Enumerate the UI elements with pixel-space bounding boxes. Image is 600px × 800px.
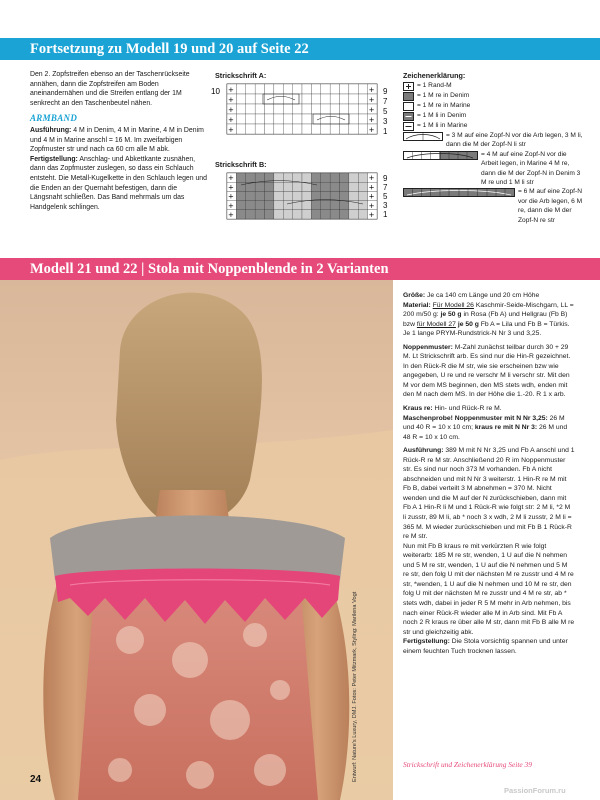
chart-cell — [321, 104, 330, 114]
chart-cell — [265, 114, 274, 124]
chart-cell — [283, 201, 292, 210]
chart-cell — [349, 94, 358, 104]
chart-cell — [274, 191, 283, 200]
key-item: = 1 M re in Marine — [403, 101, 583, 111]
cable-6-icon — [403, 132, 443, 141]
chart-cell — [246, 124, 255, 134]
key-item: = 4 M auf eine Zopf-N vor die Arbeit legen, in Marine 4 M re, dann die M der Zopf-N in Denim 3 M re und 1 M li str — [403, 150, 583, 188]
maschenprobe: Maschenprobe! Noppenmuster mit N Nr 3,25: 26 M und 40 R = 10 x 10 cm; kraus re mit N Nr 3: 26 M und 48 R = 10 x 10 cm. — [403, 414, 568, 441]
chart-cell — [255, 84, 264, 94]
armband-heading: ARMBAND — [30, 113, 78, 124]
model-photo — [0, 280, 393, 800]
chart-cell — [340, 94, 349, 104]
chart-cell — [358, 191, 367, 200]
chart-a-left-label: 10 — [211, 87, 220, 96]
chart-cell — [283, 84, 292, 94]
chart-cell — [283, 104, 292, 114]
chart-cell — [330, 201, 339, 210]
chart-cell — [236, 84, 245, 94]
chart-cell — [349, 210, 358, 219]
chart-cell — [255, 124, 264, 134]
chart-cell — [321, 191, 330, 200]
chart-a-title: Strickschrift A: — [215, 71, 267, 80]
chart-cell — [274, 114, 283, 124]
chart-cell — [246, 210, 255, 219]
chart-cell — [283, 191, 292, 200]
chart-cell — [302, 104, 311, 114]
chart-cell — [293, 94, 302, 104]
section-banner-top — [0, 38, 600, 60]
chart-cell — [321, 94, 330, 104]
page-number: 24 — [30, 774, 42, 785]
chart-cell — [340, 173, 349, 182]
chart-cell — [255, 201, 264, 210]
edge-stitch-mark: + — [368, 126, 375, 134]
key-item: = 6 M auf eine Zopf-N vor die Arb legen, 6 M re, dann die M der Zopf-N re str — [403, 187, 583, 225]
chart-b-row-label: 3 — [383, 201, 388, 210]
chart-cell — [274, 94, 283, 104]
chart-cell — [340, 124, 349, 134]
chart-cell — [349, 124, 358, 134]
chart-cell — [321, 201, 330, 210]
chart-cell — [311, 104, 320, 114]
key-item: = 1 M re in Denim — [403, 91, 583, 101]
chart-b-row-label: 5 — [383, 192, 388, 201]
chart-cell — [330, 191, 339, 200]
chart-cell — [311, 191, 320, 200]
chart-cell — [358, 182, 367, 191]
chart-cell — [349, 84, 358, 94]
chart-cell — [293, 104, 302, 114]
edge-stitch-mark: + — [228, 126, 234, 134]
chart-cell — [311, 173, 320, 182]
chart-cell — [265, 124, 274, 134]
chart-cell — [340, 84, 349, 94]
chart-cell — [311, 182, 320, 191]
edge-stitch-mark: + — [228, 183, 234, 192]
chart-cell — [349, 104, 358, 114]
chart-cell — [349, 191, 358, 200]
chart-cell — [246, 201, 255, 210]
continuation-text — [30, 70, 207, 212]
edge-stitch-mark: + — [368, 211, 375, 219]
chart-a — [215, 71, 266, 80]
section-banner — [0, 258, 600, 280]
chart-cell — [274, 84, 283, 94]
edge-stitch-mark: + — [368, 192, 375, 201]
chart-cell — [246, 84, 255, 94]
chart-cell — [283, 182, 292, 191]
chart-b-grid — [211, 171, 396, 227]
groesse-line: Größe: Je ca 140 cm Länge und 20 cm Höhe — [403, 292, 540, 299]
material-line: Material: Für Modell 26 Kaschmir-Seide-Mischgarn, LL = 200 m/50 g: je 50 g in Rosa (Fb A) und Hellgrau (Fb B) bzw für Modell 27 je 50 g Fb A = Lila und Fb B = Türkis. — [403, 301, 574, 328]
chart-cell — [236, 201, 245, 210]
chart-cell — [265, 210, 274, 219]
chart-cell — [255, 191, 264, 200]
chart-cell — [302, 84, 311, 94]
chart-cell — [330, 114, 339, 124]
chart-cell — [330, 210, 339, 219]
watermark: PassionForum.ru — [504, 786, 566, 795]
chart-cell — [358, 84, 367, 94]
chart-cell — [246, 173, 255, 182]
chart-cell — [255, 104, 264, 114]
footer-reference: Strickschrift und Zeichenerklärung Seite 39 — [403, 760, 532, 769]
chart-cell — [293, 191, 302, 200]
key-list — [403, 81, 583, 225]
chart-cell — [349, 173, 358, 182]
chart-a-grid — [211, 82, 396, 148]
key-item: = 1 Rand-M — [403, 81, 583, 91]
chart-cell — [283, 94, 292, 104]
chart-cell — [236, 182, 245, 191]
plus-box-icon — [403, 82, 414, 91]
chart-cell — [330, 182, 339, 191]
chart-b-row-label: 1 — [383, 210, 388, 219]
chart-cell — [330, 124, 339, 134]
chart-cell — [236, 210, 245, 219]
chart-cell — [246, 94, 255, 104]
chart-cell — [302, 94, 311, 104]
chart-cell — [302, 173, 311, 182]
dash-dark-icon — [403, 112, 414, 121]
chart-a-row-label: 1 — [383, 127, 388, 136]
chart-cell — [340, 210, 349, 219]
chart-cell — [246, 191, 255, 200]
chart-cell — [236, 114, 245, 124]
chart-cell — [358, 210, 367, 219]
chart-cell — [311, 84, 320, 94]
chart-a-row-label: 3 — [383, 117, 388, 126]
chart-cell — [274, 201, 283, 210]
chart-cell — [311, 124, 320, 134]
chart-cell — [330, 173, 339, 182]
chart-cell — [358, 201, 367, 210]
chart-a-row-label: 7 — [383, 97, 388, 106]
chart-cell — [302, 201, 311, 210]
chart-cell — [358, 94, 367, 104]
armband-ausfuehrung: Ausführung: 4 M in Denim, 4 M in Marine, 4 M in Denim und 4 M in Marine anschl = 16 M. Im zweifarbigen Zopfmuster str und nach ca 60 cm alle M abk. — [30, 126, 204, 154]
chart-cell — [293, 210, 302, 219]
chart-cell — [255, 114, 264, 124]
edge-stitch-mark: + — [228, 86, 234, 94]
banner-title: Fortsetzung zu Modell 19 und 20 auf Seite 22 — [30, 41, 309, 57]
chart-cell — [274, 182, 283, 191]
chart-cell — [293, 84, 302, 94]
chart-cell — [311, 210, 320, 219]
edge-stitch-mark: + — [228, 192, 234, 201]
chart-b-title: Strickschrift B: — [215, 160, 267, 169]
chart-cell — [321, 114, 330, 124]
ausfuehrung: Ausführung: 389 M mit N Nr 3,25 und Fb A anschl und 1 Rück-R re M str. Anschließend 20 R im Noppenmuster str. Es sind nur noch 373 M vorhanden. Fb A nicht abschneiden und mit N Nr 3 weiterstr. 1 Hin-R re M mit Fb B, dabei verteilt 3 M abnehmen = 370 M. Nicht wenden und die M auf der N zurückschieben, dann mit Fb A 1 Hin-R li M und 1 Rück-R wie folgt str: 2 M li, *2 M li zusstr, 89 M li, ab * noch 3 x wdh, 2 M li zusstr, 2 M li = 365 M. M wieder zurückschieben und mit Fb B 1 Rück-R re M str. — [403, 447, 575, 541]
chart-cell — [255, 210, 264, 219]
chart-cell — [236, 173, 245, 182]
chart-cell — [321, 124, 330, 134]
chart-cell — [274, 124, 283, 134]
edge-stitch-mark: + — [368, 116, 375, 124]
edge-stitch-mark: + — [368, 174, 375, 183]
edge-stitch-mark: + — [368, 86, 375, 94]
key-item: = 1 M li in Marine — [403, 121, 583, 131]
kraus-line: Kraus re: Hin- und Rück-R re M. — [403, 405, 502, 413]
chart-cell — [265, 182, 274, 191]
chart-cell — [293, 124, 302, 134]
chart-cell — [302, 124, 311, 134]
chart-cell — [340, 104, 349, 114]
chart-cell — [349, 114, 358, 124]
chart-cell — [246, 114, 255, 124]
chart-cell — [321, 173, 330, 182]
chart-b-row-label: 7 — [383, 183, 388, 192]
chart-cell — [255, 173, 264, 182]
chart-cell — [302, 210, 311, 219]
chart-cell — [321, 182, 330, 191]
armband-fertigstellung: Fertigstellung: Anschlag- und Abkettkante zusnähen, dann das Zopfmuster zuslegen, so dass ein Schlauch entsteht. Die Metall-Kugelkette in den Schlauch legen und die Enden an der Quernaht befestigen, dann die Längsnaht schließen. Das Band mehrmals um das Handgelenk schlingen. — [30, 155, 207, 211]
chart-cell — [236, 124, 245, 134]
chart-cell — [321, 84, 330, 94]
chart-cell — [274, 104, 283, 114]
chart-cell — [311, 94, 320, 104]
intro-paragraph: Den 2. Zopfstreifen ebenso an der Taschenrückseite annähen, dann die Zopfstreifen am Boden aneinandernähen und die Streifen entlang der 1M senkrecht an den Taschenbeutel nähen. — [30, 71, 190, 107]
chart-cell — [283, 124, 292, 134]
key-item: = 3 M auf eine Zopf-N vor die Arb legen, 3 M li, dann die M der Zopf-N li str — [403, 131, 583, 150]
edge-stitch-mark: + — [228, 201, 234, 210]
chart-cell — [358, 104, 367, 114]
dash-light-icon — [403, 122, 414, 131]
key-item: = 1 M li in Denim — [403, 111, 583, 121]
chart-cell — [302, 191, 311, 200]
edge-stitch-mark: + — [368, 183, 375, 192]
chart-cell — [236, 104, 245, 114]
edge-stitch-mark: + — [228, 174, 234, 183]
light-box-icon — [403, 102, 414, 111]
chart-b — [215, 160, 267, 169]
chart-cell — [265, 191, 274, 200]
chart-cell — [302, 114, 311, 124]
photo-credit: Entwurf: Nature's Luxury, DMJ. Fotos: Peter Mitzmark, Styling: Marilena Vogt — [352, 591, 358, 782]
chart-cell — [349, 182, 358, 191]
chart-cell — [340, 114, 349, 124]
chart-cell — [283, 210, 292, 219]
chart-cell — [265, 84, 274, 94]
chart-cell — [236, 94, 245, 104]
edge-stitch-mark: + — [228, 116, 234, 124]
chart-cell — [330, 94, 339, 104]
edge-stitch-mark: + — [228, 211, 234, 219]
chart-cell — [293, 182, 302, 191]
edge-stitch-mark: + — [228, 96, 234, 104]
chart-a-row-label: 5 — [383, 107, 388, 116]
chart-cell — [293, 114, 302, 124]
chart-cell — [283, 114, 292, 124]
chart-cell — [311, 201, 320, 210]
fertigstellung: Fertigstellung: Die Stola vorsichtig spannen und unter einem feuchten Tuch trocknen lassen. — [403, 638, 568, 655]
key-title: Zeichenerklärung: — [403, 71, 466, 80]
chart-cell — [236, 191, 245, 200]
instructions-text — [403, 291, 575, 660]
needles-line: Je 1 lange PRYM-Rundstrick-N Nr 3 und 3,25. — [403, 330, 542, 338]
edge-stitch-mark: + — [368, 106, 375, 114]
chart-cell — [255, 182, 264, 191]
chart-cell — [321, 210, 330, 219]
chart-cell — [265, 201, 274, 210]
modell-27-link[interactable]: für Modell 27 — [416, 320, 456, 328]
chart-cell — [330, 84, 339, 94]
edge-stitch-mark: + — [228, 106, 234, 114]
chart-cell — [274, 210, 283, 219]
edge-stitch-mark: + — [368, 96, 375, 104]
cable-8-icon — [403, 151, 478, 160]
chart-cell — [340, 201, 349, 210]
section-title: Modell 21 und 22 | Stola mit Noppenblende in 2 Varianten — [30, 261, 389, 277]
chart-cell — [340, 191, 349, 200]
chart-cell — [358, 114, 367, 124]
ausfuehrung-cont: Nun mit Fb B kraus re mit verkürzten R wie folgt weiterarb: 185 M re str, wenden, 1 U auf die N nehmen und 5 M re str, wenden, 1 U auf die N nehmen und 5 M re str, den folg U mit der nächsten M re zusstr und 4 M re str, *wenden, 1 U auf die N nehmen und 10 M re str, den folg U mit der nächsten M re zusstr und 4 M re str, ab * stets wdh, dabei in jeder R 5 M mehr in Arb nehmen, bis nach einer Rück-R wieder alle M in Arb sind. Mit Fb A noch 2 R kraus re über alle M str, dann mit Fb B alle M re str und gleichzeitig abk. — [403, 542, 575, 636]
chart-cell — [358, 173, 367, 182]
chart-b-row-label: 9 — [383, 174, 388, 183]
chart-cell — [340, 182, 349, 191]
chart-cell — [246, 104, 255, 114]
chart-cell — [265, 104, 274, 114]
noppenmuster: Noppenmuster: M-Zahl zunächst teilbar durch 30 + 29 M. Lt Strickschrift arb. Es sind nur die Hin-R gezeichnet. In den Rück-R die M str, wie sie erscheinen bzw wie angegeben, U re und re verschr M li verschr str. Mit den M vor dem MS beginnen, den MS stets wdh, enden mit den M nach dem MS. In der Höhe die 1.-20. R 1 x arb. — [403, 343, 571, 399]
chart-a-row-label: 9 — [383, 87, 388, 96]
modell-26-link[interactable]: Für Modell 26 — [432, 301, 474, 309]
cable-12-icon — [403, 188, 515, 197]
edge-stitch-mark: + — [368, 201, 375, 210]
dark-box-icon — [403, 92, 414, 101]
chart-cell — [293, 173, 302, 182]
chart-cell — [330, 104, 339, 114]
chart-cell — [358, 124, 367, 134]
